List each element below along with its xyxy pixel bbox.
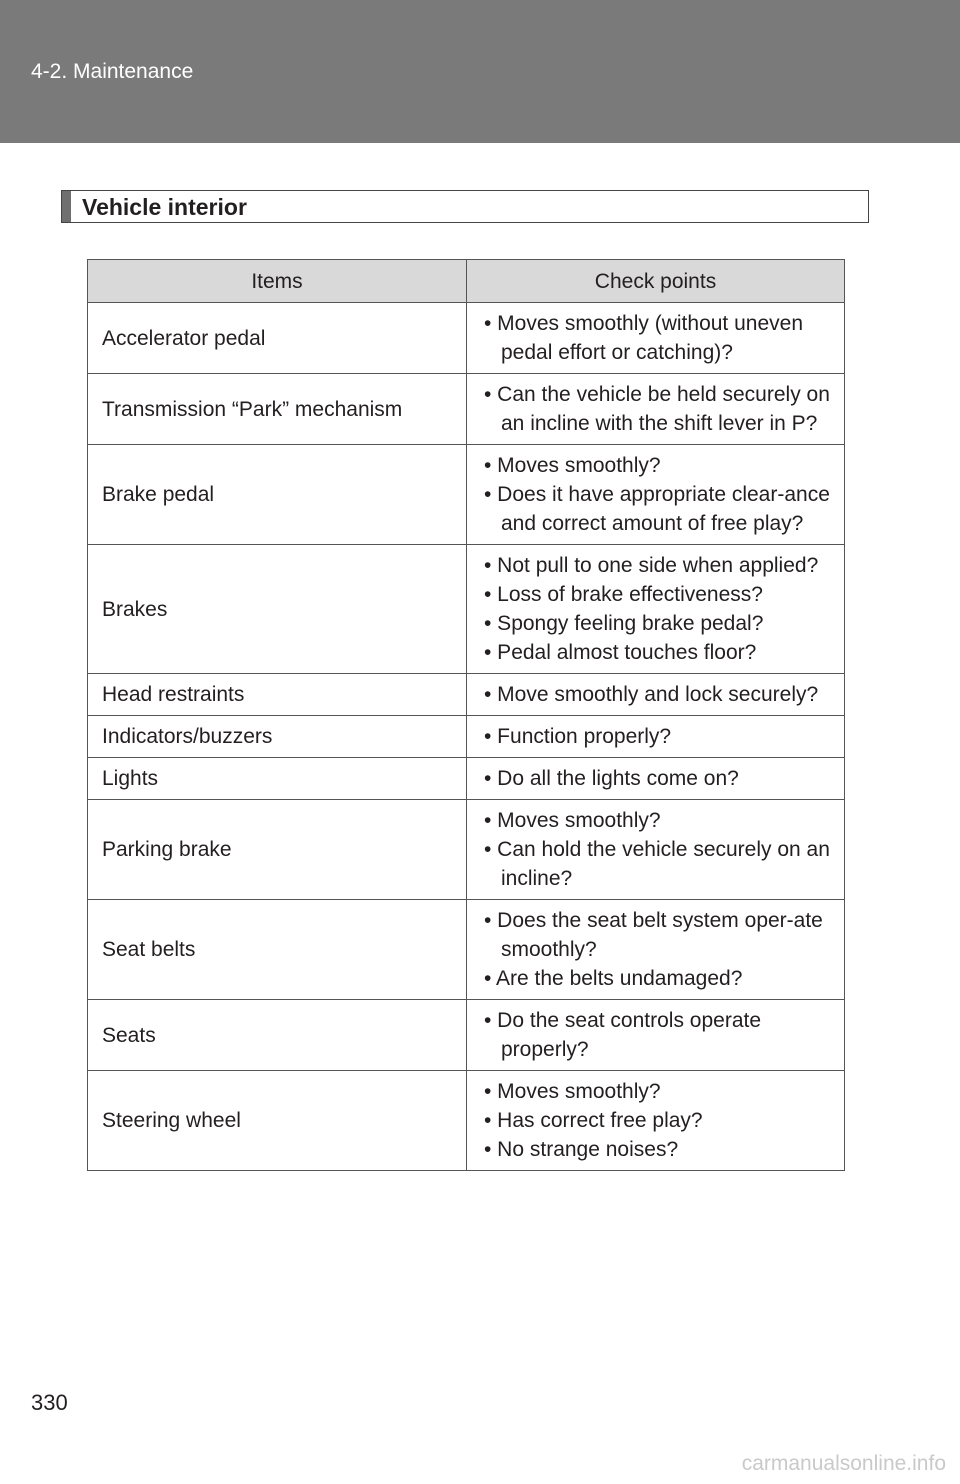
check-point: • Move smoothly and lock securely? xyxy=(484,683,819,706)
item-cell: Indicators/buzzers xyxy=(88,716,467,758)
check-point: • Loss of brake effectiveness? xyxy=(484,583,763,606)
check-point: • Pedal almost touches floor? xyxy=(484,641,757,664)
check-points-cell xyxy=(467,758,845,800)
table-row xyxy=(88,716,845,758)
table-row xyxy=(88,800,845,900)
check-point: • Moves smoothly? xyxy=(484,1080,661,1103)
check-point: • Moves smoothly? xyxy=(484,809,661,832)
checkpoint-table xyxy=(87,259,845,1171)
check-point: • Moves smoothly? xyxy=(484,454,661,477)
item-cell: Brakes xyxy=(88,545,467,674)
table-row xyxy=(88,374,845,445)
item-cell: Lights xyxy=(88,758,467,800)
item-cell: Accelerator pedal xyxy=(88,303,467,374)
check-point: • Not pull to one side when applied? xyxy=(484,554,819,577)
table-row xyxy=(88,545,845,674)
check-points-cell xyxy=(467,1000,845,1071)
check-points-cell xyxy=(467,800,845,900)
check-point: • Spongy feeling brake pedal? xyxy=(484,612,764,635)
check-point: • Moves smoothly (without uneven pedal effort or catching)? xyxy=(484,312,803,364)
table-header-row xyxy=(88,260,845,303)
check-points-cell xyxy=(467,716,845,758)
section-title: Vehicle interior xyxy=(82,194,247,220)
item-cell: Steering wheel xyxy=(88,1071,467,1171)
watermark-text: carmanualsonline.info xyxy=(741,1452,946,1475)
table-row xyxy=(88,1000,845,1071)
item-cell: Head restraints xyxy=(88,674,467,716)
check-point: • Do the seat controls operate properly? xyxy=(484,1009,762,1061)
column-header-items: Items xyxy=(88,260,467,303)
check-points-cell xyxy=(467,374,845,445)
check-point: • Can the vehicle be held securely on an incline with the shift lever in P? xyxy=(484,383,830,435)
check-point: • Does the seat belt system oper-ate smoothly? xyxy=(484,909,823,961)
check-points-cell xyxy=(467,445,845,545)
check-points-cell xyxy=(467,303,845,374)
item-cell: Transmission “Park” mechanism xyxy=(88,374,467,445)
column-header-check-points: Check points xyxy=(467,260,845,303)
table-row xyxy=(88,1071,845,1171)
check-points-cell xyxy=(467,900,845,1000)
table-row xyxy=(88,900,845,1000)
header-band xyxy=(0,0,960,143)
heading-marker xyxy=(62,191,71,222)
section-reference: 4-2. Maintenance xyxy=(31,60,194,83)
item-cell: Seat belts xyxy=(88,900,467,1000)
page-number: 330 xyxy=(31,1390,68,1415)
check-point: • Function properly? xyxy=(484,725,672,748)
check-point: • Do all the lights come on? xyxy=(484,767,739,790)
check-points-cell xyxy=(467,674,845,716)
check-point: • Are the belts undamaged? xyxy=(484,967,743,990)
check-point: • Does it have appropriate clear-ance and correct amount of free play? xyxy=(484,483,830,535)
table-row xyxy=(88,674,845,716)
section-heading xyxy=(61,190,869,223)
check-point: • Has correct free play? xyxy=(484,1109,703,1132)
table-row xyxy=(88,445,845,545)
check-point: • Can hold the vehicle securely on an incline? xyxy=(484,838,830,890)
check-points-cell xyxy=(467,1071,845,1171)
item-cell: Brake pedal xyxy=(88,445,467,545)
item-cell: Parking brake xyxy=(88,800,467,900)
table-row xyxy=(88,758,845,800)
check-point: • No strange noises? xyxy=(484,1138,679,1161)
check-points-cell xyxy=(467,545,845,674)
table-row xyxy=(88,303,845,374)
item-cell: Seats xyxy=(88,1000,467,1071)
